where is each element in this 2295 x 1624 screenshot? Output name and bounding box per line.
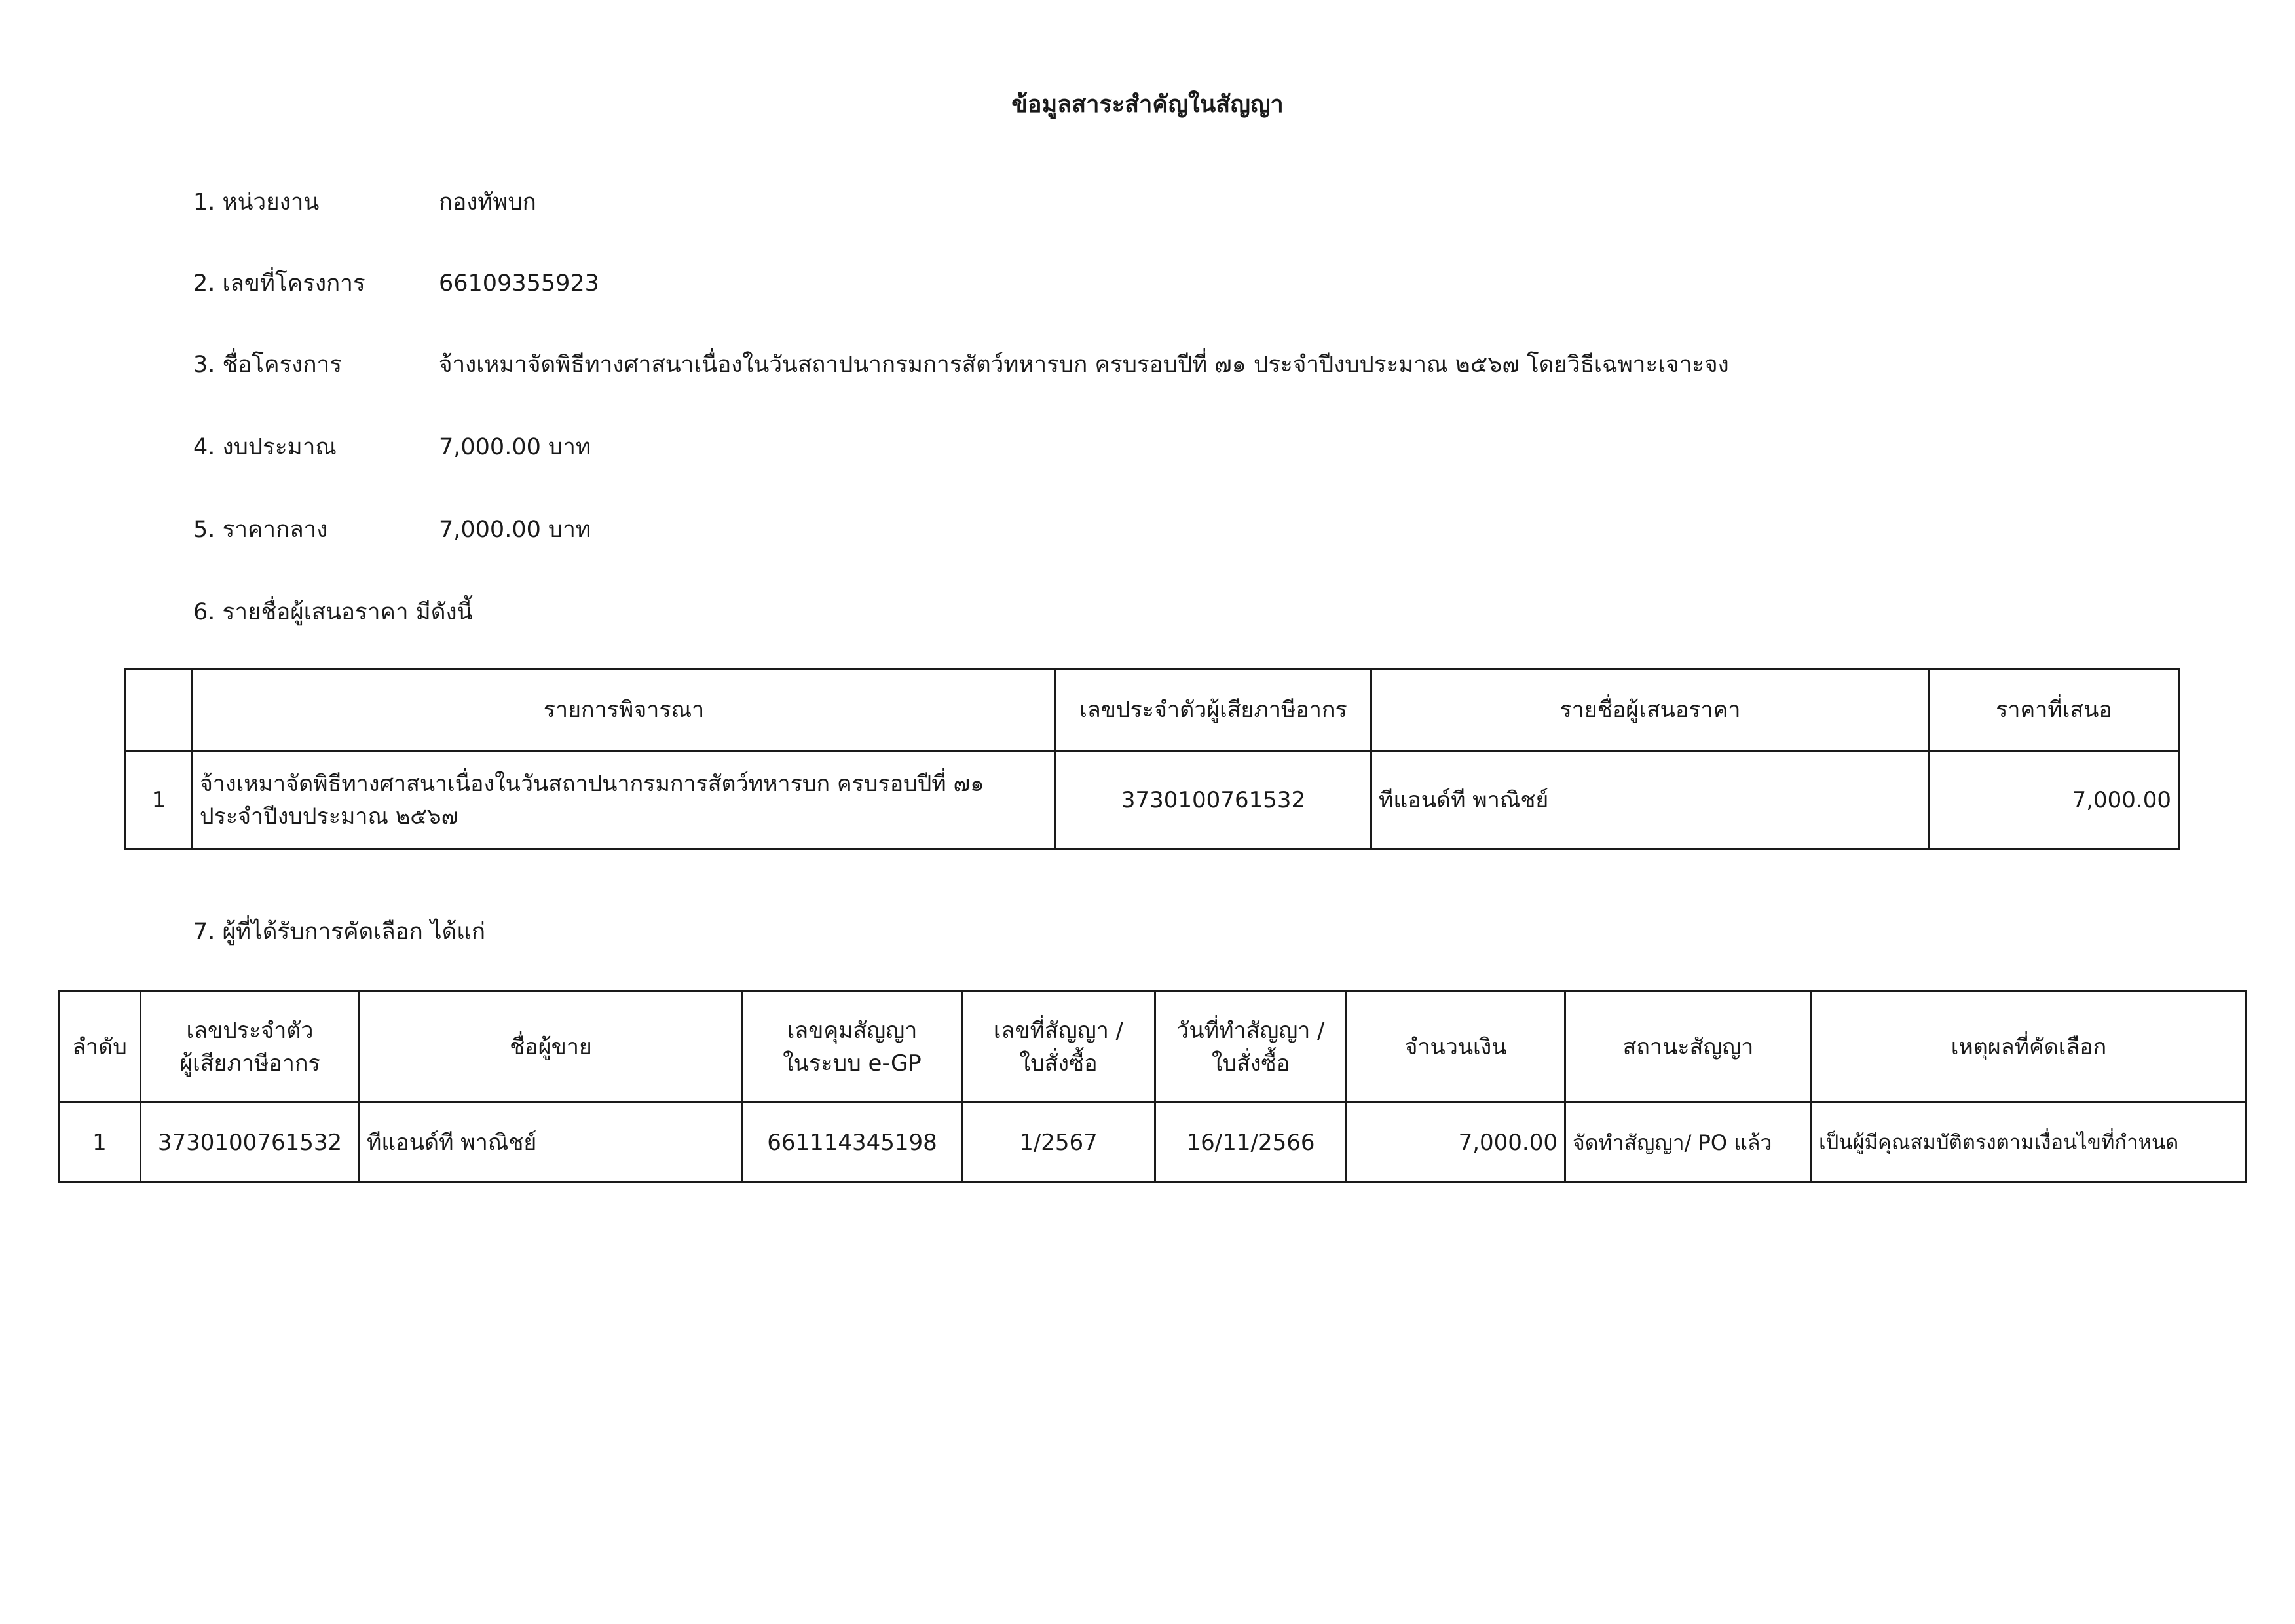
header-line: ใบสั่งซื้อ (1019, 1050, 1098, 1077)
cell-no: 1 (59, 1103, 141, 1183)
header-line: สถานะสัญญา (1622, 1033, 1754, 1060)
header-line: จำนวนเงิน (1404, 1033, 1507, 1060)
field-value: 7,000.00 บาท (439, 517, 591, 543)
winner-section-label: 7. ผู้ที่ได้รับการคัดเลือก ได้แก่ (193, 919, 486, 945)
header-line: ลำดับ (72, 1033, 127, 1060)
table-header-row (59, 991, 2247, 1103)
bids-section-label: 6. รายชื่อผู้เสนอราคา มีดังนี้ (193, 599, 473, 625)
cell-status: จัดทำสัญญา/ PO แล้ว (1565, 1103, 1812, 1183)
header-line: ในระบบ e-GP (783, 1050, 922, 1077)
header-cell-blank (126, 669, 193, 751)
cell-item (193, 751, 1056, 849)
header-line: เลขคุมสัญญา (787, 1017, 918, 1044)
header-cell-bidder: รายชื่อผู้เสนอราคา (1371, 669, 1930, 751)
cell-contract-date: 16/11/2566 (1155, 1103, 1347, 1183)
field-label: 3. ชื่อโครงการ (193, 352, 343, 378)
cell-no: 1 (126, 751, 193, 849)
cell-amount: 7,000.00 (1347, 1103, 1565, 1183)
header-line: เลขประจำตัว (186, 1017, 314, 1044)
field-label: 1. หน่วยงาน (193, 189, 320, 215)
cell-tax-id: 3730100761532 (1056, 751, 1371, 849)
field-value: 66109355923 (439, 270, 599, 297)
cell-item-line: จ้างเหมาจัดพิธีทางศาสนาเนื่องในวันสถาปนากรมการสัตว์ทหารบก ครบรอบปีที่ ๗๑ (200, 770, 984, 797)
header-cell-item: รายการพิจารณา (193, 669, 1056, 751)
header-cell-reason (1812, 991, 2247, 1103)
header-cell-tax-id: เลขประจำตัวผู้เสียภาษีอากร (1056, 669, 1371, 751)
header-line: เลขที่สัญญา / (993, 1017, 1124, 1044)
cell-tax-id: 3730100761532 (141, 1103, 360, 1183)
table-row (59, 1103, 2247, 1183)
header-cell-tax-id (141, 991, 360, 1103)
table-row (126, 751, 2179, 849)
header-cell-contract-no (962, 991, 1155, 1103)
field-label: 5. ราคากลาง (193, 517, 328, 543)
cell-contract-no: 1/2567 (962, 1103, 1155, 1183)
header-line: เหตุผลที่คัดเลือก (1950, 1033, 2107, 1060)
header-cell-price: ราคาที่เสนอ (1930, 669, 2179, 751)
header-line: ชื่อผู้ขาย (510, 1033, 592, 1060)
cell-seller: ทีแอนด์ที พาณิชย์ (360, 1103, 743, 1183)
field-label: 4. งบประมาณ (193, 434, 337, 460)
cell-bidder: ทีแอนด์ที พาณิชย์ (1371, 751, 1930, 849)
header-cell-amount (1347, 991, 1565, 1103)
field-value: 7,000.00 บาท (439, 434, 591, 460)
table-header-row (126, 669, 2179, 751)
winner-table (58, 990, 2247, 1183)
cell-egp-no: 661114345198 (743, 1103, 962, 1183)
header-cell-contract-date (1155, 991, 1347, 1103)
header-cell-seller (360, 991, 743, 1103)
cell-price: 7,000.00 (1930, 751, 2179, 849)
bids-table (124, 668, 2180, 850)
header-cell-status (1565, 991, 1812, 1103)
field-value: กองทัพบก (439, 189, 536, 215)
cell-reason: เป็นผู้มีคุณสมบัติตรงตามเงื่อนไขที่กำหนด (1812, 1103, 2247, 1183)
page-title: ข้อมูลสาระสำคัญในสัญญา (1011, 91, 1284, 118)
cell-item-line: ประจำปีงบประมาณ ๒๕๖๗ (200, 803, 458, 830)
header-cell-order (59, 991, 141, 1103)
header-line: ใบสั่งซื้อ (1211, 1050, 1290, 1077)
field-value: จ้างเหมาจัดพิธีทางศาสนาเนื่องในวันสถาปนากรมการสัตว์ทหารบก ครบรอบปีที่ ๗๑ ประจำปีงบประมาณ ๒๕๖๗ โดยวิธีเฉพาะเจาะจง (439, 352, 1729, 378)
header-line: วันที่ทำสัญญา / (1176, 1017, 1325, 1044)
field-label: 2. เลขที่โครงการ (193, 270, 365, 297)
header-line: ผู้เสียภาษีอากร (179, 1050, 320, 1077)
header-cell-egp-no (743, 991, 962, 1103)
